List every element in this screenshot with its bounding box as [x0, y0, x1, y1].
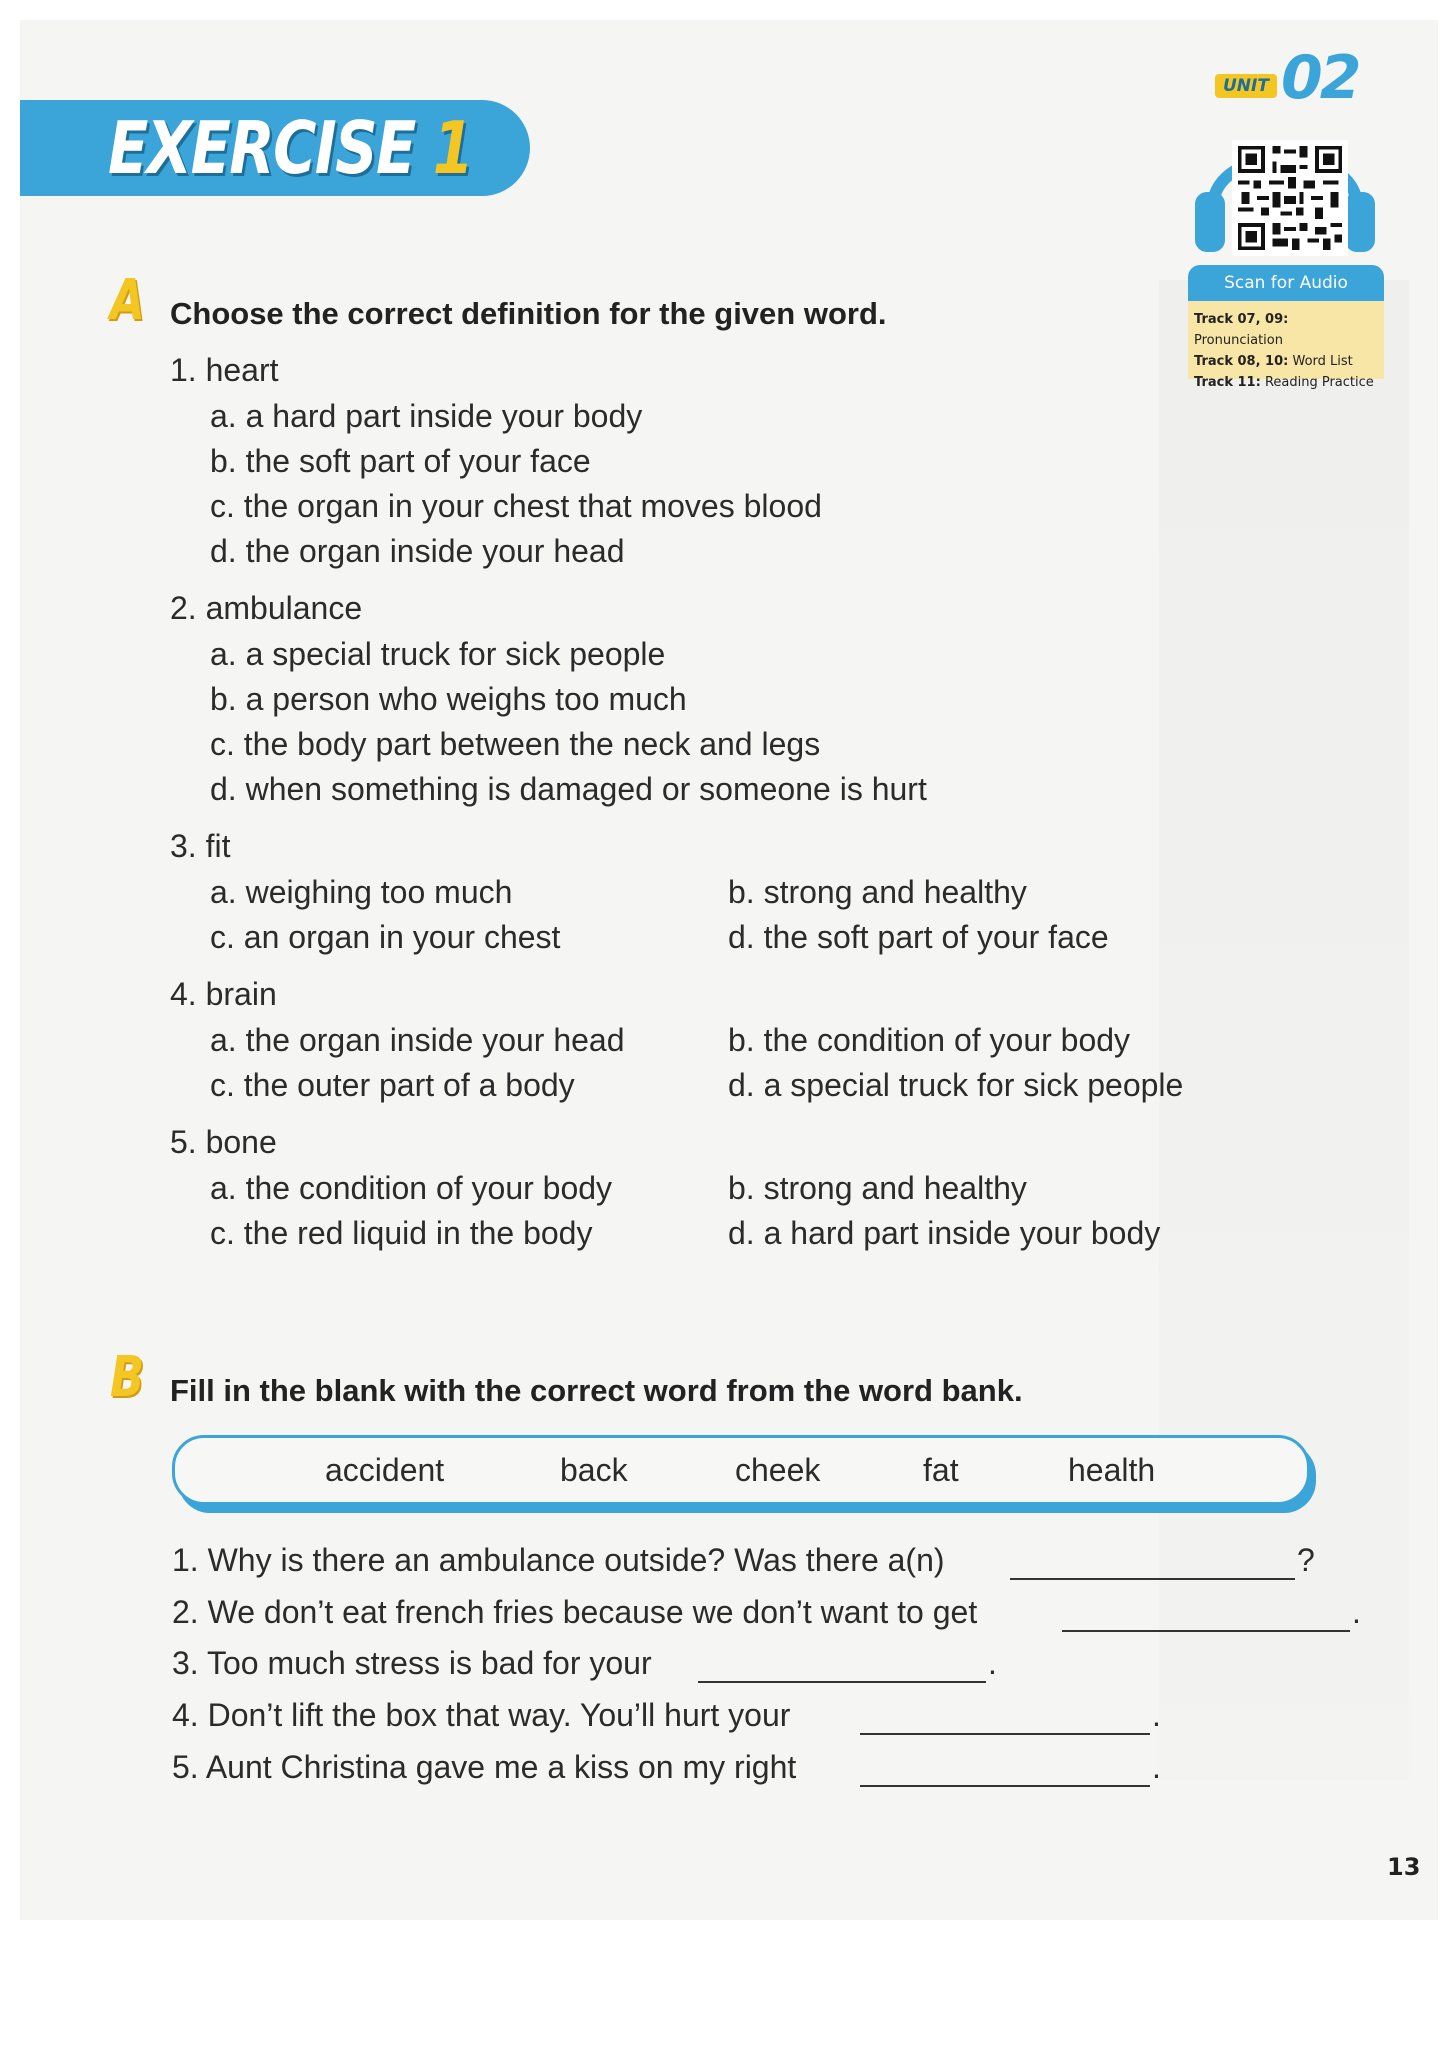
- option-a[interactable]: a. the condition of your body: [210, 1170, 613, 1206]
- section-a-letter: A: [110, 268, 145, 333]
- option-d[interactable]: d. the soft part of your face: [728, 919, 1109, 955]
- option-b[interactable]: b. the condition of your body: [728, 1022, 1131, 1058]
- fill-sentence: 2. We don’t eat french fries because we don’t want to get: [172, 1594, 978, 1630]
- option-c[interactable]: c. the red liquid in the body: [210, 1215, 593, 1251]
- option-b[interactable]: b. a person who weighs too much: [210, 681, 687, 717]
- sentence-end: ?: [1297, 1542, 1315, 1578]
- word-bank: [172, 1435, 1310, 1505]
- question-word: 1. heart: [170, 352, 279, 388]
- option-c[interactable]: c. an organ in your chest: [210, 919, 561, 955]
- option-a[interactable]: a. a hard part inside your body: [210, 398, 643, 434]
- track-numbers: Track 07, 09:: [1194, 312, 1289, 327]
- fill-sentence: 3. Too much stress is bad for your: [172, 1645, 652, 1681]
- answer-blank[interactable]: [1062, 1630, 1350, 1632]
- track-name: Word List: [1292, 354, 1353, 369]
- track-numbers: Track 08, 10:: [1194, 354, 1289, 369]
- unit-label: UNIT: [1215, 74, 1277, 98]
- question-word: 5. bone: [170, 1124, 277, 1160]
- qr-code-icon[interactable]: [1232, 140, 1348, 256]
- track-numbers: Track 11:: [1194, 375, 1261, 390]
- option-d[interactable]: d. a special truck for sick people: [728, 1067, 1184, 1103]
- sentence-end: .: [1152, 1749, 1161, 1785]
- option-b[interactable]: b. strong and healthy: [728, 874, 1027, 910]
- exercise-title: [108, 106, 472, 190]
- word-bank-item: fat: [923, 1452, 959, 1488]
- track-name: Pronunciation: [1194, 333, 1283, 348]
- option-b[interactable]: b. the soft part of your face: [210, 443, 591, 479]
- section-a-instruction: Choose the correct definition for the given word.: [170, 296, 887, 331]
- answer-blank[interactable]: [1010, 1578, 1295, 1580]
- option-c[interactable]: c. the body part between the neck and legs: [210, 726, 821, 762]
- scan-for-audio-label: Scan for Audio: [1188, 265, 1384, 301]
- section-b-letter: B: [110, 1345, 145, 1410]
- fill-sentence: 4. Don’t lift the box that way. You’ll hurt your: [172, 1697, 791, 1733]
- unit-number: 02: [1280, 43, 1359, 113]
- exercise-label: EXERCISE: [108, 106, 415, 190]
- word-bank-item: back: [560, 1452, 628, 1488]
- option-d[interactable]: d. when something is damaged or someone is hurt: [210, 771, 927, 807]
- track-line: [1194, 309, 1378, 351]
- sentence-end: .: [988, 1645, 997, 1681]
- exercise-banner: [20, 100, 530, 196]
- option-b[interactable]: b. strong and healthy: [728, 1170, 1027, 1206]
- question-word: 3. fit: [170, 828, 231, 864]
- unit-badge: [1215, 43, 1359, 113]
- answer-blank[interactable]: [698, 1681, 986, 1683]
- word-bank-item: cheek: [735, 1452, 821, 1488]
- track-line: [1194, 372, 1378, 393]
- option-a[interactable]: a. a special truck for sick people: [210, 636, 666, 672]
- section-b-instruction: Fill in the blank with the correct word from the word bank.: [170, 1373, 1023, 1408]
- audio-track-list: [1188, 301, 1384, 390]
- sentence-end: .: [1352, 1594, 1361, 1630]
- question-word: 4. brain: [170, 976, 277, 1012]
- exercise-number: 1: [432, 106, 473, 190]
- answer-blank[interactable]: [860, 1733, 1150, 1735]
- option-c[interactable]: c. the outer part of a body: [210, 1067, 575, 1103]
- question-word: 2. ambulance: [170, 590, 363, 626]
- fill-sentence: 5. Aunt Christina gave me a kiss on my right: [172, 1749, 797, 1785]
- track-line: [1194, 351, 1378, 372]
- word-bank-item: health: [1068, 1452, 1156, 1488]
- fill-sentence: 1. Why is there an ambulance outside? Was there a(n): [172, 1542, 945, 1578]
- track-name: Reading Practice: [1264, 375, 1374, 390]
- option-a[interactable]: a. weighing too much: [210, 874, 513, 910]
- answer-blank[interactable]: [860, 1785, 1150, 1787]
- bleed-through-strip: [1159, 280, 1409, 1780]
- option-d[interactable]: d. the organ inside your head: [210, 533, 625, 569]
- word-bank-item: accident: [325, 1452, 445, 1488]
- option-a[interactable]: a. the organ inside your head: [210, 1022, 625, 1058]
- option-c[interactable]: c. the organ in your chest that moves blood: [210, 488, 822, 524]
- page-number: 13: [1387, 1853, 1421, 1881]
- option-d[interactable]: d. a hard part inside your body: [728, 1215, 1161, 1251]
- sentence-end: .: [1152, 1697, 1161, 1733]
